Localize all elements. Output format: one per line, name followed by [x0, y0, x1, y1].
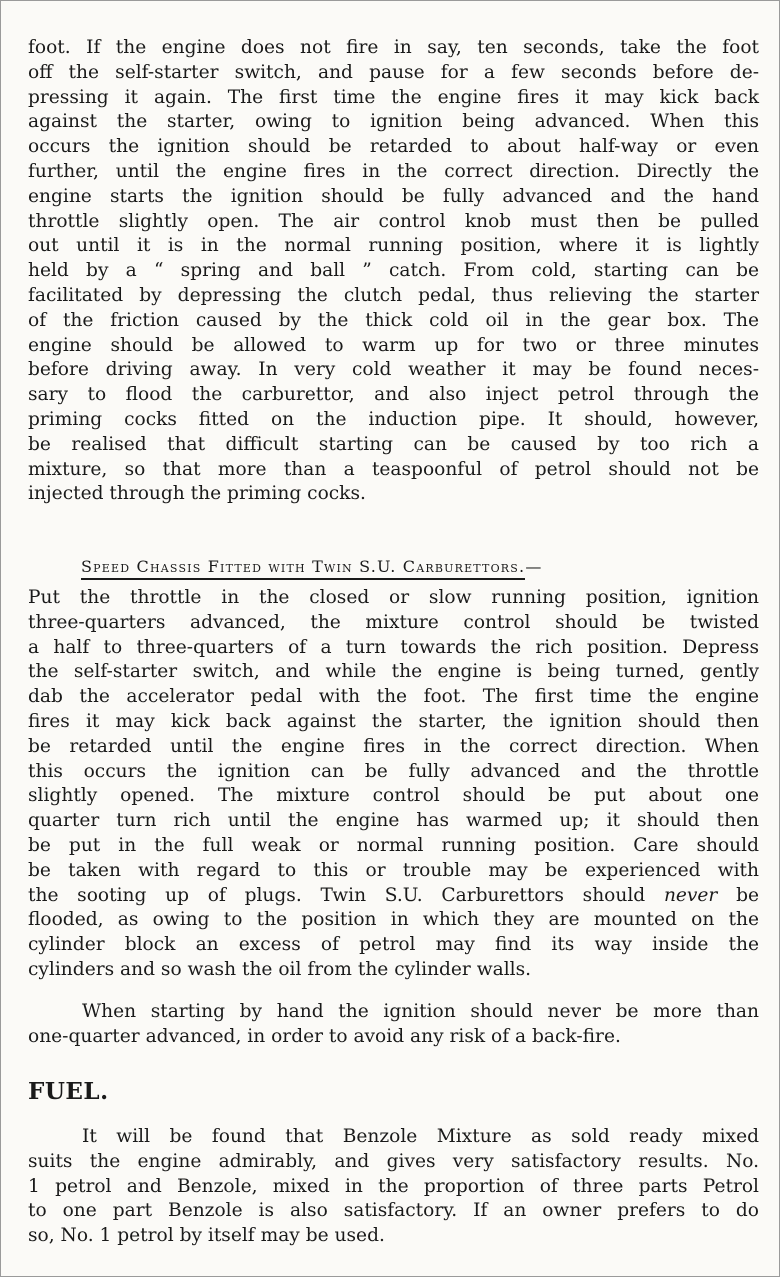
text-line: facilitated by depressing the clutch pedal, thus relieving the starter — [28, 284, 759, 306]
text-line: engine starts the ignition should be fully advanced and the hand — [28, 185, 759, 207]
text-line: held by a “ spring and ball ” catch. From cold, starting can be — [28, 260, 759, 282]
text-line: sary to flood the carburettor, and also inject petrol through the — [28, 384, 759, 406]
text-line: throttle slightly open. The air control knob must then be pulled — [28, 210, 759, 232]
text-line: to one part Benzole is also satisfactory. If an owner prefers to do — [28, 1200, 759, 1222]
section-heading-text: Speed Chassis Fitted with Twin S.U. Carburettors. — [81, 557, 525, 580]
text-line: priming cocks fitted on the induction pipe. It should, however, — [28, 408, 759, 430]
paragraph-starting-procedure — [28, 36, 759, 507]
text-line: be put in the full weak or normal running position. Care should — [28, 834, 759, 856]
text-line: of the friction caused by the thick cold oil in the gear box. The — [28, 309, 759, 331]
paragraph-fuel — [28, 1125, 759, 1249]
text-line: against the starter, owing to ignition being advanced. When this — [28, 111, 759, 133]
text-line: fires it may kick back against the starter, the ignition should then — [28, 710, 759, 732]
text-line: Put the throttle in the closed or slow running position, ignition — [28, 587, 759, 608]
text-line: a half to three-quarters of a turn towards the rich position. Depress — [28, 636, 759, 658]
text-line: be realised that difficult starting can be caused by too rich a — [28, 433, 759, 455]
text-line: suits the engine admirably, and gives very satisfactory results. No. — [28, 1150, 759, 1172]
text-line: 1 petrol and Benzole, mixed in the proportion of three parts Petrol — [28, 1175, 759, 1197]
text-line: off the self-starter switch, and pause for a few seconds before de- — [28, 61, 759, 83]
text-line: mixture, so that more than a teaspoonful of petrol should not be — [28, 458, 759, 480]
text-line: this occurs the ignition can be fully advanced and the throttle — [28, 760, 759, 782]
text-line: so, No. 1 petrol by itself may be used. — [28, 1225, 385, 1247]
fuel-heading: FUEL. — [28, 1078, 109, 1105]
text-line: It will be found that Benzole Mixture as sold ready mixed — [82, 1126, 759, 1147]
section-heading-dash: — — [525, 557, 543, 576]
paragraph-hand-starting — [28, 1000, 759, 1050]
text-line: dab the accelerator pedal with the foot. The first time the engine — [28, 686, 759, 708]
text-line: out until it is in the normal running position, where it is lightly — [28, 235, 759, 257]
text-line: pressing it again. The first time the engine fires it may kick back — [28, 86, 759, 108]
text-line: before driving away. In very cold weather it may be found neces- — [28, 359, 759, 381]
text-line: flooded, as owing to the position in which they are mounted on the — [28, 909, 759, 931]
text-line: foot. If the engine does not fire in say, ten seconds, take the foot — [28, 37, 759, 58]
text-line: one-quarter advanced, in order to avoid any risk of a back-fire. — [28, 1025, 621, 1047]
emphasis-word: never — [663, 884, 718, 906]
text-fragment: the sooting up of plugs. Twin S.U. Carburettors should — [28, 884, 646, 906]
text-line: engine should be allowed to warm up for two or three minutes — [28, 334, 759, 356]
text-line: quarter turn rich until the engine has warmed up; it should then — [28, 810, 759, 832]
text-line: injected through the priming cocks. — [28, 483, 366, 505]
text-line: further, until the engine fires in the correct direction. Directly the — [28, 160, 759, 182]
text-line: cylinder block an excess of petrol may find its way inside the — [28, 934, 759, 956]
text-line: cylinders and so wash the oil from the cylinder walls. — [28, 958, 532, 980]
text-line: be retarded until the engine fires in the correct direction. When — [28, 735, 759, 757]
text-line: the self-starter switch, and while the engine is being turned, gently — [28, 661, 759, 683]
text-line: When starting by hand the ignition should never be more than — [82, 1001, 759, 1022]
text-fragment: be — [736, 884, 759, 906]
text-line: slightly opened. The mixture control should be put about one — [28, 785, 759, 807]
paragraph-twin-su-starting — [28, 586, 759, 983]
text-line: be taken with regard to this or trouble may be experienced with — [28, 859, 759, 881]
text-line-with-emphasis — [28, 884, 759, 909]
section-heading-twin-su — [81, 557, 759, 576]
text-line: occurs the ignition should be retarded to about half-way or even — [28, 136, 759, 158]
text-line: three-quarters advanced, the mixture control should be twisted — [28, 611, 759, 633]
